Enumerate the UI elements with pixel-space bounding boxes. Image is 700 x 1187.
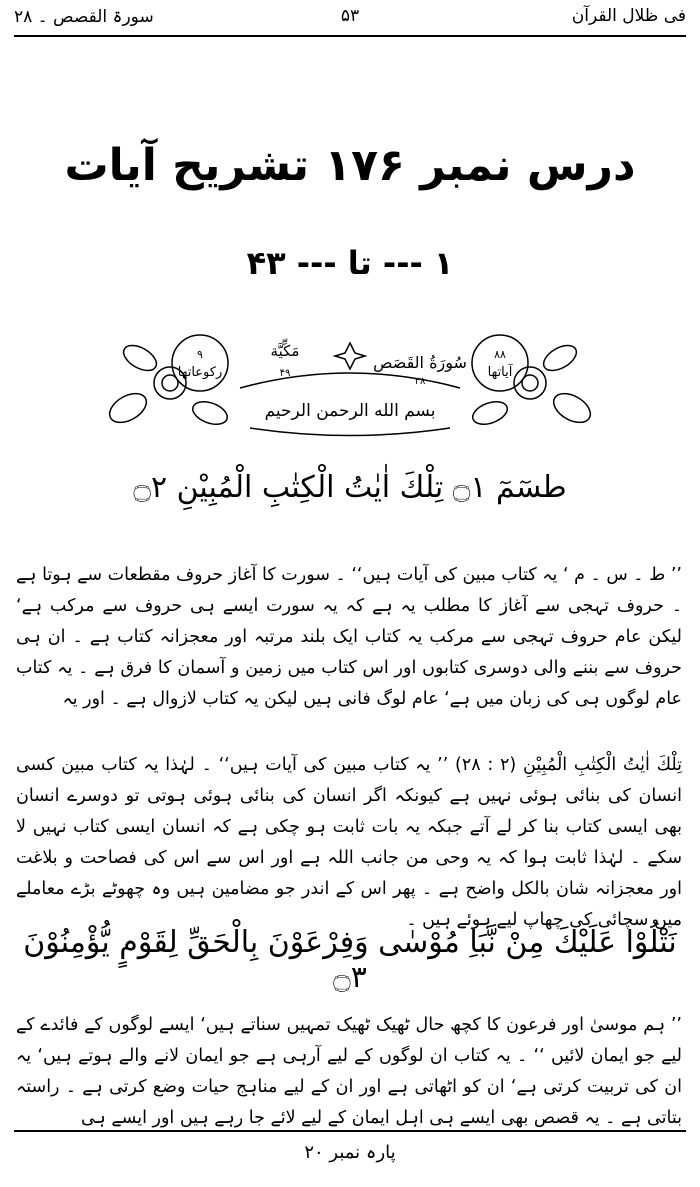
ruku-label: رکوعاتها: [177, 365, 223, 380]
commentary-paragraph-2: تِلْكَ اٰيٰتُ الْكِتٰبِ الْمُبِيْنِ (۲ : ۲۸) ’’ یہ کتاب مبین کی آیات ہیں‘‘ ۔ لہٰذا یہ کتاب مبین کسی انسان کی بنائی ہوئی نہیں ہے کیونکہ اگر انسان کی بنائی ہوئی ہوتی تو دوسرے انسان بھی ایسی کتاب بنا کر لے آتے جبکہ یہ بات ثابت ہو چکی ہے کہ انسان ایسی کتاب نہیں لا سکے ۔ لہٰذا ثابت ہوا کہ یہ وحی من جانب اللہ ہے اور اس سے اس کی فصاحت و بلاغت اور معجزانہ شان بالکل واضح ہے ۔ پھر اس کے اندر جو مضامین ہیں وہ چھوٹے بڑے معاملے میں سچائی کی چھاپ لیے ہوئے ہیں ۔: [16, 755, 682, 930]
page-number: ۵۳: [340, 6, 360, 26]
commentary-paragraph-1: ’’ ط ۔ س ۔ م ‘ یہ کتاب مبین کی آیات ہیں‘‘ ۔ سورت کا آغاز حروف مقطعات سے ہوتا ہے ۔ حروف تہجی سے آغاز کا مطلب یہ ہے کہ یہ سورت ایسے ہی حروف سے مرکب ہے‘ لیکن عام حروف تہجی سے مرکب یہ کتاب ایک بلند مرتبہ اور معجزانہ کتاب ہے ۔ ان ہی حروف سے بننے والی دوسری کتابوں اور اس کتاب میں زمین و آسمان کا فرق ہے ۔ یہ کتاب عام لوگوں ہی کی زبان میں ہے‘ عام لوگ فانی ہیں لیکن یہ کتاب لازوال ہے ۔ اور یہ: [16, 565, 682, 709]
surah-number: ۲۸: [414, 376, 426, 387]
ruku-count: ۹: [197, 348, 203, 361]
header-rule: [14, 35, 686, 37]
commentary-paragraph-3: ’’ ہم موسیٰ اور فرعون کا کچھ حال ٹھیک ٹھیک تمہیں سناتے ہیں‘ ایسے لوگوں کے فائدے کے لیے جو ایمان لائیں ‘‘ ۔ یہ کتاب ان لوگوں کے لیے آرہی ہے جو ایمان لانے والے ہوتے ہیں‘ یہ ان کی تربیت کرتی ہے‘ ان کو اٹھاتی ہے اور ان کے لیے مناہج حیات وضع کرتی ہے ۔ راستہ بتاتی ہے ۔ یہ قصص بھی ایسے ہی اہل ایمان کے لیے لائے جا رہے ہیں اور ایسے ہی: [16, 1015, 682, 1128]
footer-rule: [14, 1130, 686, 1132]
center-star-icon: [335, 343, 365, 369]
revelation-type: مَكِّيَّة: [270, 342, 300, 360]
ayat-count: ۸۸: [494, 348, 506, 361]
verse-range: ۱ --- تا --- ۴۳: [246, 244, 454, 282]
lesson-title: درس نمبر ۱۷۶ تشریح آیات: [64, 140, 636, 191]
right-flower-ornament: [470, 340, 596, 428]
surah-header: سورۃ القصص ۔ ۲۸: [14, 7, 154, 27]
book-title: فی ظلال القرآن: [571, 6, 686, 26]
quran-verse-2: نَتْلُوْا عَلَيْكَ مِنْ نَّبَاِ مُوْسٰى وَفِرْعَوْنَ بِالْحَقِّ لِقَوْمٍ يُّؤْمِنُوْنَ ۝٣: [23, 925, 677, 995]
quran-verse-1: طسٓمٓ ۝١ تِلْكَ اٰيٰتُ الْكِتٰبِ الْمُبِيْنِ ۝٢: [133, 470, 567, 505]
revelation-order: ۴۹: [279, 368, 291, 379]
para-number-footer: پارہ نمبر ۲۰: [304, 1142, 396, 1163]
running-header: [14, 6, 686, 36]
surah-name: سُورَةُ القَصَص: [373, 353, 467, 372]
surah-banner: [100, 328, 600, 438]
bismillah: بسم الله الرحمن الرحيم: [264, 401, 436, 421]
ayat-label: آیاتها: [487, 365, 513, 380]
left-flower-ornament: [105, 340, 231, 428]
ayat-medallion: [472, 335, 528, 391]
ruku-medallion: [172, 335, 228, 391]
